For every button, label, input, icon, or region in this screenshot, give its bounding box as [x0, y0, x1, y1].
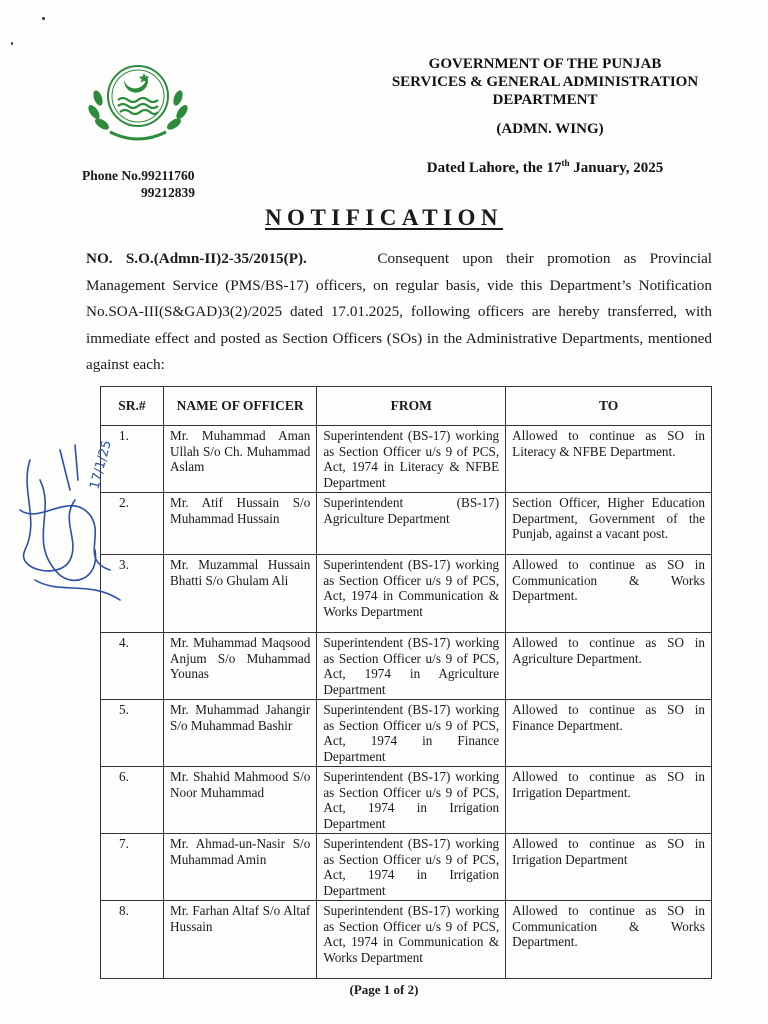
- header-sr: SR.#: [101, 387, 164, 426]
- table-row: [101, 901, 712, 979]
- header-line-department: SERVICES & GENERAL ADMINISTRATION: [391, 74, 699, 90]
- row-from: Superintendent (BS-17) working as Section Officer u/s 9 of PCS, Act, 1974 in Communication & Works Department: [317, 901, 506, 979]
- table-row: [101, 426, 712, 493]
- row-from: Superintendent (BS-17) working as Section Officer u/s 9 of PCS, Act, 1974 in Literacy & NFBE Department: [317, 426, 506, 493]
- dated-sup: th: [561, 158, 570, 168]
- phone-block: [82, 167, 195, 201]
- row-sr: 2.: [101, 493, 164, 555]
- row-from: Superintendent (BS-17) Agriculture Department: [317, 493, 506, 555]
- row-to: Allowed to continue as SO in Agriculture Department.: [506, 633, 712, 700]
- header-block: [360, 55, 730, 109]
- scan-speck: [11, 42, 13, 45]
- row-from: Superintendent (BS-17) working as Section Officer u/s 9 of PCS, Act, 1974 in Communication & Works Department: [317, 555, 506, 633]
- row-to: Allowed to continue as SO in Irrigation Department.: [506, 767, 712, 834]
- row-sr: 5.: [101, 700, 164, 767]
- notification-text: Consequent upon their promotion as Provincial Management Service (PMS/BS-17) officers, on regular basis, vide this Department’s Notification No.SOA-III(S&GAD)3(2)/2025 dated 17.01.2025, following officers are hereby transferred, with immediate effect and posted as Section Officers (SOs) in the Administrative Departments, mentioned against each:: [86, 250, 713, 373]
- row-sr: 6.: [101, 767, 164, 834]
- row-to: Allowed to continue as SO in Finance Department.: [506, 700, 712, 767]
- header-from: FROM: [317, 387, 506, 426]
- dated-line: [400, 154, 690, 177]
- row-from: Superintendent (BS-17) working as Section Officer u/s 9 of PCS, Act, 1974 in Irrigation Department: [317, 834, 506, 901]
- row-sr: 8.: [101, 901, 164, 979]
- row-to: Allowed to continue as SO in Communication & Works Department.: [506, 901, 712, 979]
- header-line-department-2: DEPARTMENT: [492, 92, 598, 108]
- dated-text: Dated Lahore, the 17: [426, 160, 562, 176]
- notification-body: [86, 246, 712, 379]
- row-to: Allowed to continue as SO in Communication & Works Department.: [506, 555, 712, 633]
- table-header-row: [101, 387, 712, 426]
- row-name: Mr. Ahmad-un-Nasir S/o Muhammad Amin: [163, 834, 316, 901]
- table-row: [101, 834, 712, 901]
- row-from: Superintendent (BS-17) working as Section Officer u/s 9 of PCS, Act, 1974 in Agriculture Department: [317, 633, 506, 700]
- row-to: Allowed to continue as SO in Irrigation Department: [506, 834, 712, 901]
- row-sr: 3.: [101, 555, 164, 633]
- header-name: NAME OF OFFICER: [163, 387, 316, 426]
- table-row: [101, 633, 712, 700]
- header-to: TO: [506, 387, 712, 426]
- page-title: NOTIFICATION: [264, 205, 504, 230]
- row-sr: 1.: [101, 426, 164, 493]
- page-number: (Page 1 of 2): [349, 982, 419, 997]
- phone-primary: Phone No.99211760: [82, 168, 195, 183]
- header-wing: (ADMN. WING): [496, 121, 604, 137]
- header-line-government: GOVERNMENT OF THE PUNJAB: [428, 56, 662, 72]
- table-row: [101, 555, 712, 633]
- reference-number: NO. S.O.(Admn-II)2-35/2015(P).: [86, 250, 307, 267]
- table-row: [101, 767, 712, 834]
- punjab-emblem-icon: [84, 58, 192, 144]
- row-from: Superintendent (BS-17) working as Section Officer u/s 9 of PCS, Act, 1974 in Irrigation Department: [317, 767, 506, 834]
- row-name: Mr. Atif Hussain S/o Muhammad Hussain: [163, 493, 316, 555]
- row-to: Section Officer, Higher Education Department, Government of the Punjab, against a vacant post.: [506, 493, 712, 555]
- row-name: Mr. Shahid Mahmood S/o Noor Muhammad: [163, 767, 316, 834]
- row-name: Mr. Muzammal Hussain Bhatti S/o Ghulam Ali: [163, 555, 316, 633]
- row-to: Allowed to continue as SO in Literacy & NFBE Department.: [506, 426, 712, 493]
- signature-date: 17/1/25: [87, 438, 115, 492]
- row-sr: 4.: [101, 633, 164, 700]
- row-name: Mr. Muhammad Aman Ullah S/o Ch. Muhammad Aslam: [163, 426, 316, 493]
- row-sr: 7.: [101, 834, 164, 901]
- phone-secondary: 99212839: [141, 185, 195, 200]
- table-row: [101, 493, 712, 555]
- dated-rest: January, 2025: [569, 160, 664, 176]
- scan-speck: [42, 17, 45, 20]
- row-from: Superintendent (BS-17) working as Section Officer u/s 9 of PCS, Act, 1974 in Finance Department: [317, 700, 506, 767]
- row-name: Mr. Muhammad Maqsood Anjum S/o Muhammad Younas: [163, 633, 316, 700]
- officer-transfer-table: [100, 386, 712, 979]
- row-name: Mr. Farhan Altaf S/o Altaf Hussain: [163, 901, 316, 979]
- row-name: Mr. Muhammad Jahangir S/o Muhammad Bashir: [163, 700, 316, 767]
- table-row: [101, 700, 712, 767]
